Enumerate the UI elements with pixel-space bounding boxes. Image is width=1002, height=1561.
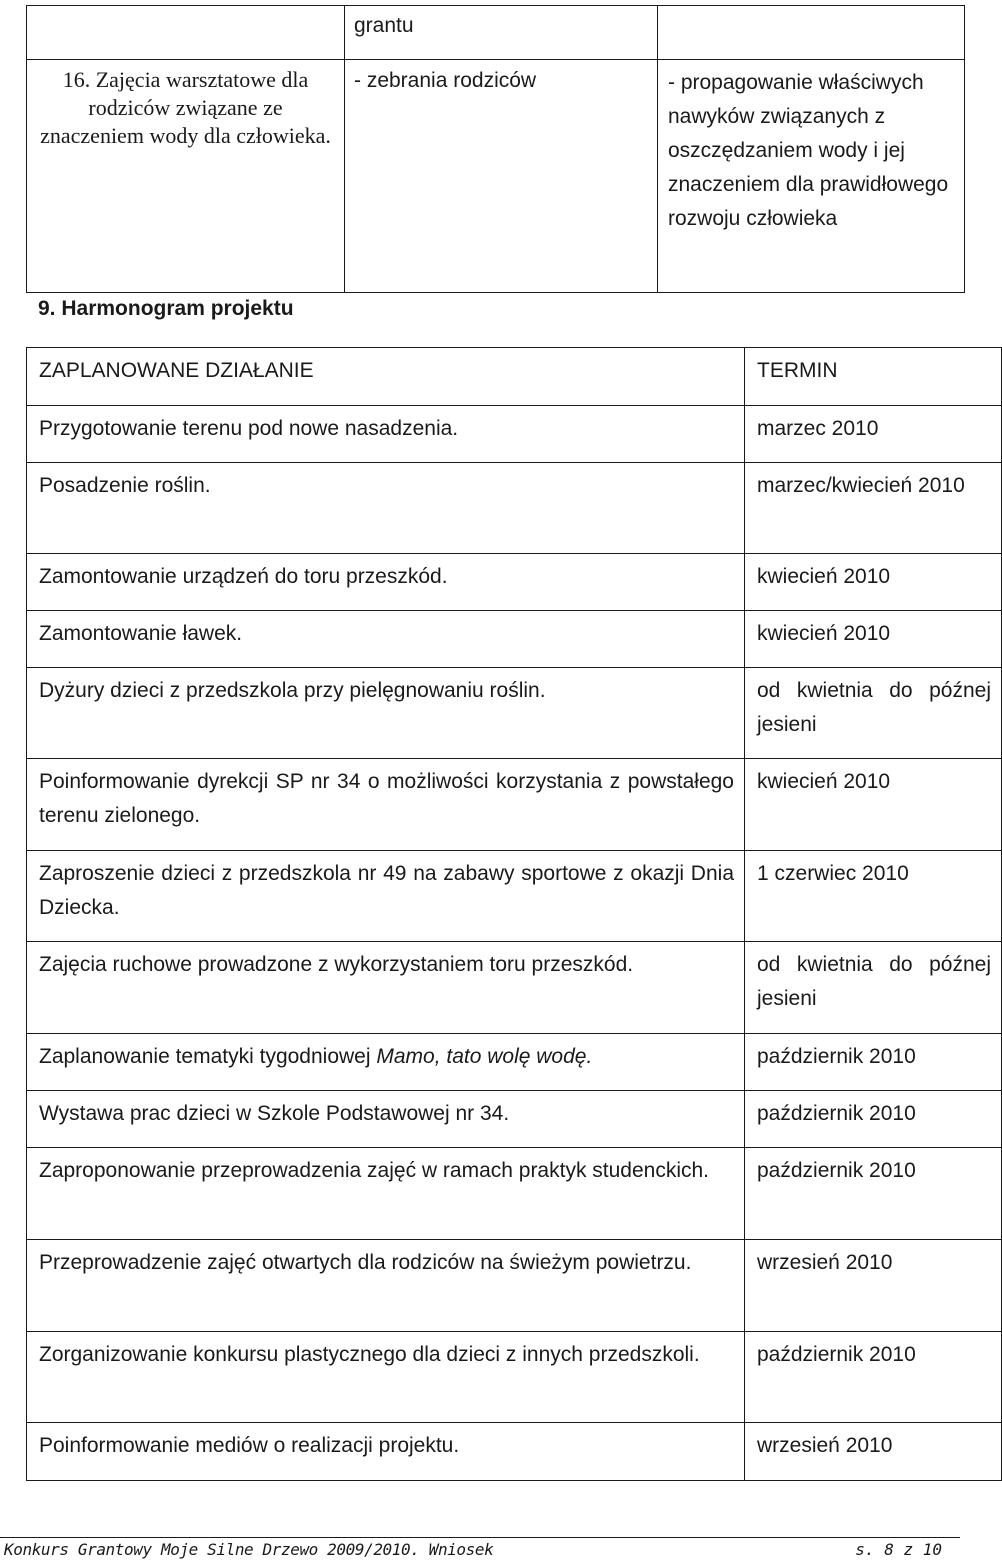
activity-cell: Zaproszenie dzieci z przedszkola nr 49 na zabawy sportowe z okazji Dnia Dziecka. (27, 851, 745, 942)
table-row (27, 759, 1002, 851)
table-row (27, 942, 1002, 1034)
table-row (27, 668, 1002, 759)
table-row (27, 611, 1002, 668)
activity-cell: Zajęcia ruchowe prowadzone z wykorzystaniem toru przeszkód. (27, 942, 745, 1034)
table-cell: grantu (345, 6, 658, 60)
term-cell: październik 2010 (745, 1091, 1002, 1148)
term-cell: kwiecień 2010 (745, 554, 1002, 611)
table-row (27, 406, 1002, 463)
activity-cell: Wystawa prac dzieci w Szkole Podstawowej nr 34. (27, 1091, 745, 1148)
term-cell: październik 2010 (745, 1332, 1002, 1423)
term-cell: wrzesień 2010 (745, 1423, 1002, 1481)
activity-goal-cell: - propagowanie właściwych nawyków związanych z oszczędzaniem wody i jej znaczeniem dla prawidłowego rozwoju człowieka (658, 60, 965, 293)
table-row (27, 1091, 1002, 1148)
section-title: 9. Harmonogram projektu (38, 297, 294, 320)
activity-cell: Poinformowanie dyrekcji SP nr 34 o możliwości korzystania z powstałego terenu zielonego. (27, 759, 745, 851)
term-cell: od kwietnia do późnej jesieni (745, 668, 1002, 759)
table-row (27, 1148, 1002, 1240)
activity-cell: Zamontowanie ławek. (27, 611, 745, 668)
activity-cell: Przygotowanie terenu pod nowe nasadzenia. (27, 406, 745, 463)
table-row (27, 463, 1002, 554)
activity-cell: Zorganizowanie konkursu plastycznego dla dzieci z innych przedszkoli. (27, 1332, 745, 1423)
term-cell: kwiecień 2010 (745, 611, 1002, 668)
term-cell: 1 czerwiec 2010 (745, 851, 1002, 942)
table-row (27, 1332, 1002, 1423)
activity-cell: Zaproponowanie przeprowadzenia zajęć w ramach praktyk studenckich. (27, 1148, 745, 1240)
footer-divider (0, 1537, 960, 1538)
activity-form-cell: - zebrania rodziców (345, 60, 658, 293)
table-row (27, 1423, 1002, 1481)
table-row (27, 1034, 1002, 1091)
table-row (27, 554, 1002, 611)
term-cell: październik 2010 (745, 1148, 1002, 1240)
activity-text: Zaplanowanie tematyki tygodniowej (39, 1045, 377, 1068)
page-number: s. 8 z 10 (855, 1540, 942, 1559)
term-cell: kwiecień 2010 (745, 759, 1002, 851)
header-activity: ZAPLANOWANE DZIAŁANIE (27, 348, 745, 406)
activity-name-cell: 16. Zajęcia warsztatowe dla rodziców związane ze znaczeniem wody dla człowieka. (27, 60, 345, 293)
term-cell: wrzesień 2010 (745, 1240, 1002, 1332)
term-cell: marzec 2010 (745, 406, 1002, 463)
weekly-theme-title: Mamo, tato wolę wodę. (376, 1045, 593, 1068)
activity-cell: Dyżury dzieci z przedszkola przy pielęgnowaniu roślin. (27, 668, 745, 759)
footer-document-title: Konkurs Grantowy Moje Silne Drzewo 2009/2010. Wniosek (4, 1540, 494, 1559)
activity-cell: Przeprowadzenie zajęć otwartych dla rodziców na świeżym powietrzu. (27, 1240, 745, 1332)
table-cell (658, 6, 965, 60)
term-cell: od kwietnia do późnej jesieni (745, 942, 1002, 1034)
table-row (27, 6, 965, 60)
table-row (27, 1240, 1002, 1332)
table-header-row (27, 348, 1002, 406)
term-cell: marzec/kwiecień 2010 (745, 463, 1002, 554)
header-term: TERMIN (745, 348, 1002, 406)
table-row (27, 60, 965, 293)
table-cell (27, 6, 345, 60)
activity-cell: Zamontowanie urządzeń do toru przeszkód. (27, 554, 745, 611)
schedule-table (26, 347, 1002, 1481)
activities-table-continued (26, 5, 965, 293)
term-cell: październik 2010 (745, 1034, 1002, 1091)
activity-cell: Poinformowanie mediów o realizacji projektu. (27, 1423, 745, 1481)
table-row (27, 851, 1002, 942)
activity-cell (27, 1034, 745, 1091)
activity-cell: Posadzenie roślin. (27, 463, 745, 554)
